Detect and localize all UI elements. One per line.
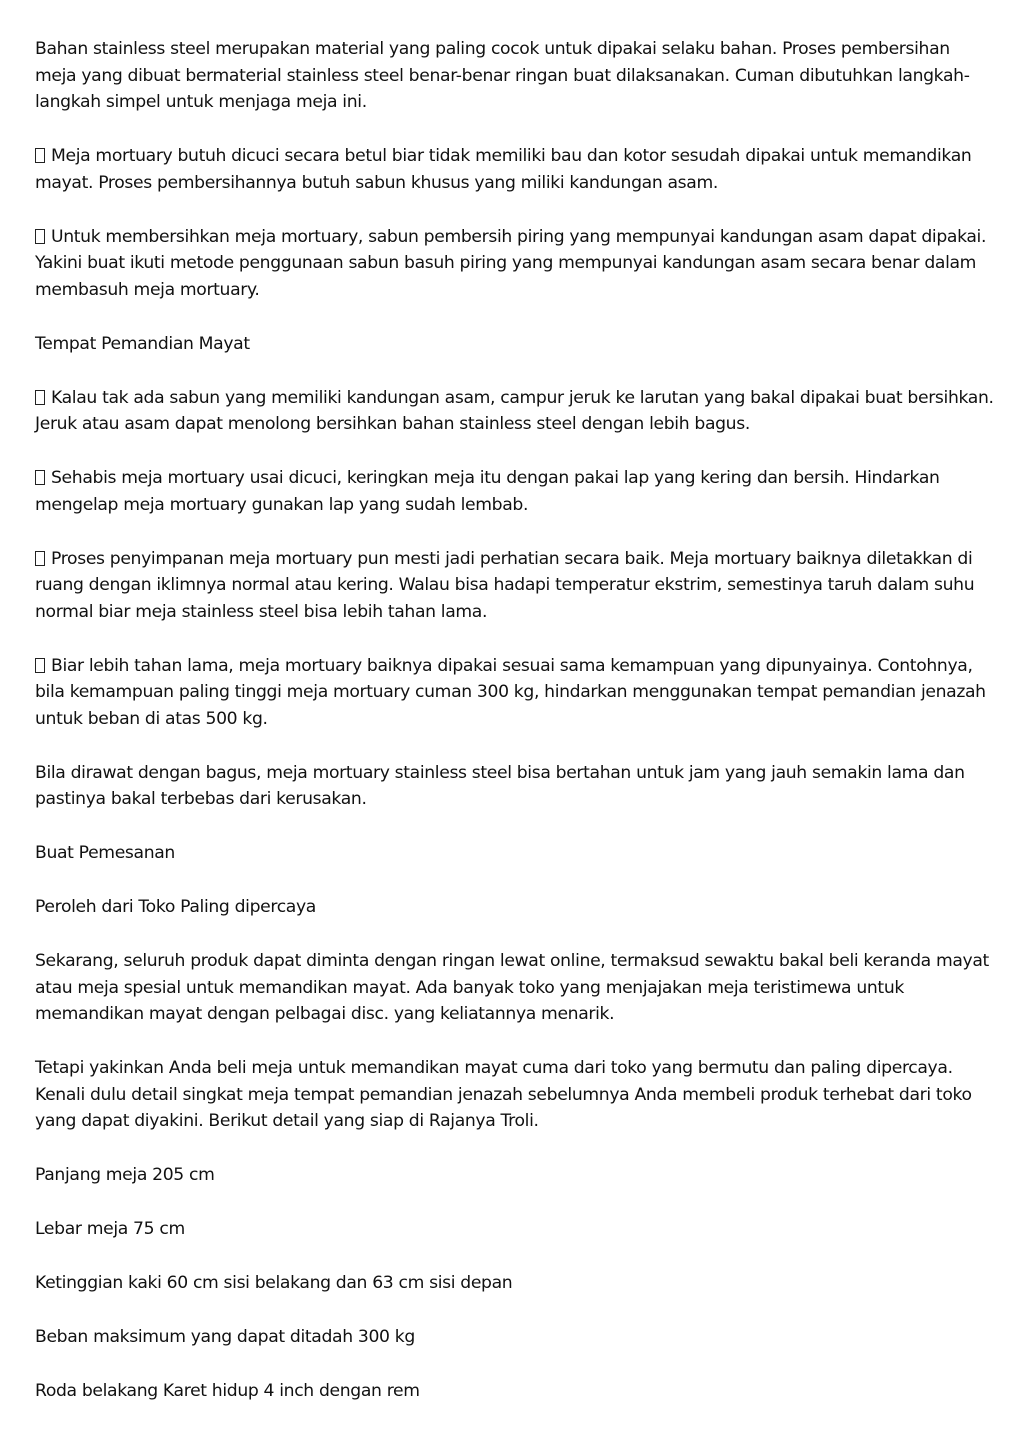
section-heading-trusted-store: Peroleh dari Toko Paling dipercaya bbox=[35, 897, 316, 917]
bullet-icon bbox=[35, 148, 45, 163]
paragraph-durability: Bila dirawat dengan bagus, meja mortuary stainless steel bisa bertahan untuk jam yang jauh semakin lama dan pastinya bakal terbebas dari kerusakan. bbox=[35, 762, 965, 809]
bullet-icon bbox=[35, 551, 45, 566]
paragraph-details-intro: Tetapi yakinkan Anda beli meja untuk memandikan mayat cuma dari toko yang bermutu dan paling dipercaya. Kenali dulu detail singkat meja tempat pemandian jenazah sebelumnya Anda membeli produk terhebat dari toko yang dapat diyakini. Berikut detail yang siap di Rajanya Troli. bbox=[35, 1058, 972, 1131]
spec-max-load: Beban maksimum yang dapat ditadah 300 kg bbox=[35, 1327, 415, 1347]
section-heading-pemandian: Tempat Pemandian Mayat bbox=[35, 333, 250, 354]
bullet-icon bbox=[35, 229, 45, 244]
bullet-paragraph-drying: Sehabis meja mortuary usai dicuci, keringkan meja itu dengan pakai lap yang kering dan bersih. Hindarkan mengelap meja mortuary gunakan lap yang sudah lembab. bbox=[35, 468, 940, 515]
bullet-paragraph-soap: Untuk membersihkan meja mortuary, sabun pembersih piring yang mempunyai kandungan asam dapat dipakai. Yakini buat ikuti metode penggunaan sabun basuh piring yang mempunyai kandungan asam secara benar dalam membasuh meja mortuary. bbox=[35, 226, 987, 300]
paragraph-intro: Bahan stainless steel merupakan material yang paling cocok untuk dipakai selaku bahan. Proses pembersihan meja yang dibuat bermaterial stainless steel benar-benar ringan buat dilaksanakan. Cuman dibutuhkan langkah-langkah simpel untuk menjaga meja ini. bbox=[35, 39, 970, 112]
document-body bbox=[35, 36, 995, 1432]
bullet-paragraph-washing: Meja mortuary butuh dicuci secara betul biar tidak memiliki bau dan kotor sesudah dipakai untuk memandikan mayat. Proses pembersihannya butuh sabun khusus yang miliki kandungan asam. bbox=[35, 146, 972, 193]
paragraph-online: Sekarang, seluruh produk dapat diminta dengan ringan lewat online, termaksud sewaktu bakal beli keranda mayat atau meja spesial untuk memandikan mayat. Ada banyak toko yang menjajakan meja teristimewa untuk memandikan mayat dengan pelbagai disc. yang keliatannya menarik. bbox=[35, 951, 989, 1024]
bullet-paragraph-lemon: Kalau tak ada sabun yang memiliki kandungan asam, campur jeruk ke larutan yang bakal dipakai buat bersihkan. Jeruk atau asam dapat menolong bersihkan bahan stainless steel dengan lebih bagus. bbox=[35, 387, 994, 434]
spec-leg-height: Ketinggian kaki 60 cm sisi belakang dan 63 cm sisi depan bbox=[35, 1273, 513, 1293]
bullet-icon bbox=[35, 658, 45, 673]
section-heading-order: Buat Pemesanan bbox=[35, 843, 175, 863]
bullet-paragraph-capacity: Biar lebih tahan lama, meja mortuary baiknya dipakai sesuai sama kemampuan yang dipunyainya. Contohnya, bila kemampuan paling tinggi meja mortuary cuman 300 kg, hindarkan menggunakan tempat pemandian jenazah untuk beban di atas 500 kg. bbox=[35, 655, 986, 729]
bullet-icon bbox=[35, 390, 45, 405]
bullet-icon bbox=[35, 470, 45, 485]
bullet-paragraph-storage: Proses penyimpanan meja mortuary pun mesti jadi perhatian secara baik. Meja mortuary baiknya diletakkan di ruang dengan iklimnya normal atau kering. Walau bisa hadapi temperatur ekstrim, semestinya taruh dalam suhu normal biar meja stainless steel bisa lebih tahan lama. bbox=[35, 548, 975, 622]
spec-width: Lebar meja 75 cm bbox=[35, 1219, 185, 1239]
spec-length: Panjang meja 205 cm bbox=[35, 1165, 215, 1185]
spec-rear-wheel: Roda belakang Karet hidup 4 inch dengan rem bbox=[35, 1381, 420, 1401]
